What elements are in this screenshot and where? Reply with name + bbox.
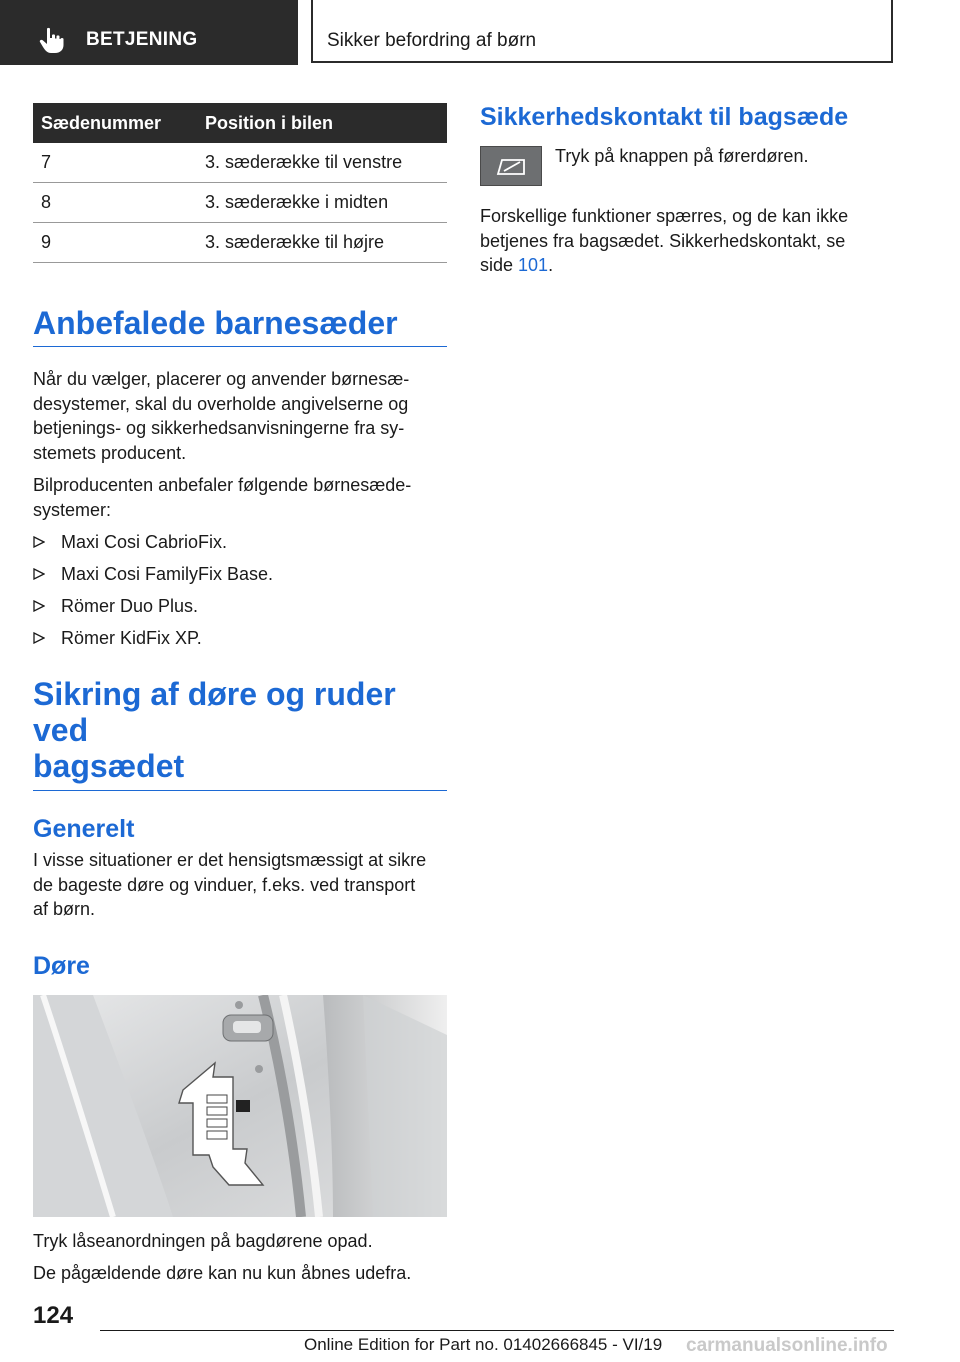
recommendation-paragraph: Bilproducenten anbefaler følgende børnesæde- systemer: [33, 475, 412, 520]
heading-general: Generelt [33, 815, 135, 843]
page-reference-link[interactable]: 101 [518, 255, 549, 275]
table-row [33, 223, 447, 263]
seat-number-cell: 9 [33, 223, 191, 263]
doors-instruction: Tryk låseanordningen på bagdørene opad. [33, 1230, 373, 1251]
child-lock-instruction [480, 146, 875, 196]
watermark: carmanualsonline.info [686, 1335, 888, 1356]
intro-paragraph: Når du vælger, placerer og anvender børnesæ- desystemer, skal du overholde angivelserne og betjenings- og sikkerhedsanvisningerne fra sy- stemets producent. [33, 369, 410, 463]
table-row [33, 143, 447, 183]
heading-doors: Døre [33, 951, 90, 980]
position-cell: 3. sæderække til venstre [191, 143, 447, 183]
left-column [33, 103, 447, 1286]
triangle-right-icon [33, 600, 45, 612]
window-lock-button-icon [480, 146, 542, 186]
position-cell: 3. sæderække til højre [191, 223, 447, 263]
table-header-row [33, 103, 447, 143]
heading-recommended-seats: Anbefalede barnesæder [33, 305, 447, 347]
door-lock-illustration [33, 995, 447, 1217]
list-item: Römer Duo Plus. [33, 594, 447, 618]
list-item: Maxi Cosi CabrioFix. [33, 530, 447, 554]
general-paragraph: I visse situationer er det hensigtsmæssigt at sikre de bageste døre og vinduer, f.eks. ved transport af børn. [33, 850, 427, 919]
right-column [480, 103, 875, 278]
chapter-header [311, 0, 893, 63]
position-cell: 3. sæderække i midten [191, 183, 447, 223]
doors-result: De pågældende døre kan nu kun åbnes udefra. [33, 1263, 412, 1283]
seat-position-table [33, 103, 447, 263]
seat-system-list [33, 530, 447, 650]
column-header-seat-number: Sædenummer [33, 103, 191, 143]
footer-divider [100, 1330, 894, 1331]
list-item: Römer KidFix XP. [33, 626, 447, 650]
table-row [33, 183, 447, 223]
page-number: 124 [33, 1302, 74, 1329]
seat-number-cell: 8 [33, 183, 191, 223]
heading-securing-doors: Sikring af døre og ruder ved bagsædet [33, 676, 447, 791]
list-item: Maxi Cosi FamilyFix Base. [33, 562, 447, 586]
child-lock-step: Tryk på knappen på førerdøren. [555, 146, 809, 166]
section-label: BETJENING [86, 29, 198, 50]
chapter-title: Sikker befordring af børn [327, 30, 537, 51]
section-tab [0, 0, 298, 65]
triangle-right-icon [33, 568, 45, 580]
edition-info: Online Edition for Part no. 01402666845 - VI/19 [304, 1335, 663, 1354]
column-header-position: Position i bilen [191, 103, 447, 143]
triangle-right-icon [33, 632, 45, 644]
triangle-right-icon [33, 536, 45, 548]
heading-child-lock: Sikkerhedskontakt til bagsæde [480, 103, 849, 131]
hand-pointer-icon [38, 26, 66, 54]
child-lock-paragraph: Forskellige funktioner spærres, og de kan ikke betjenes fra bagsædet. Sikkerhedskontakt, se side 101. [480, 206, 849, 275]
seat-number-cell: 7 [33, 143, 191, 183]
